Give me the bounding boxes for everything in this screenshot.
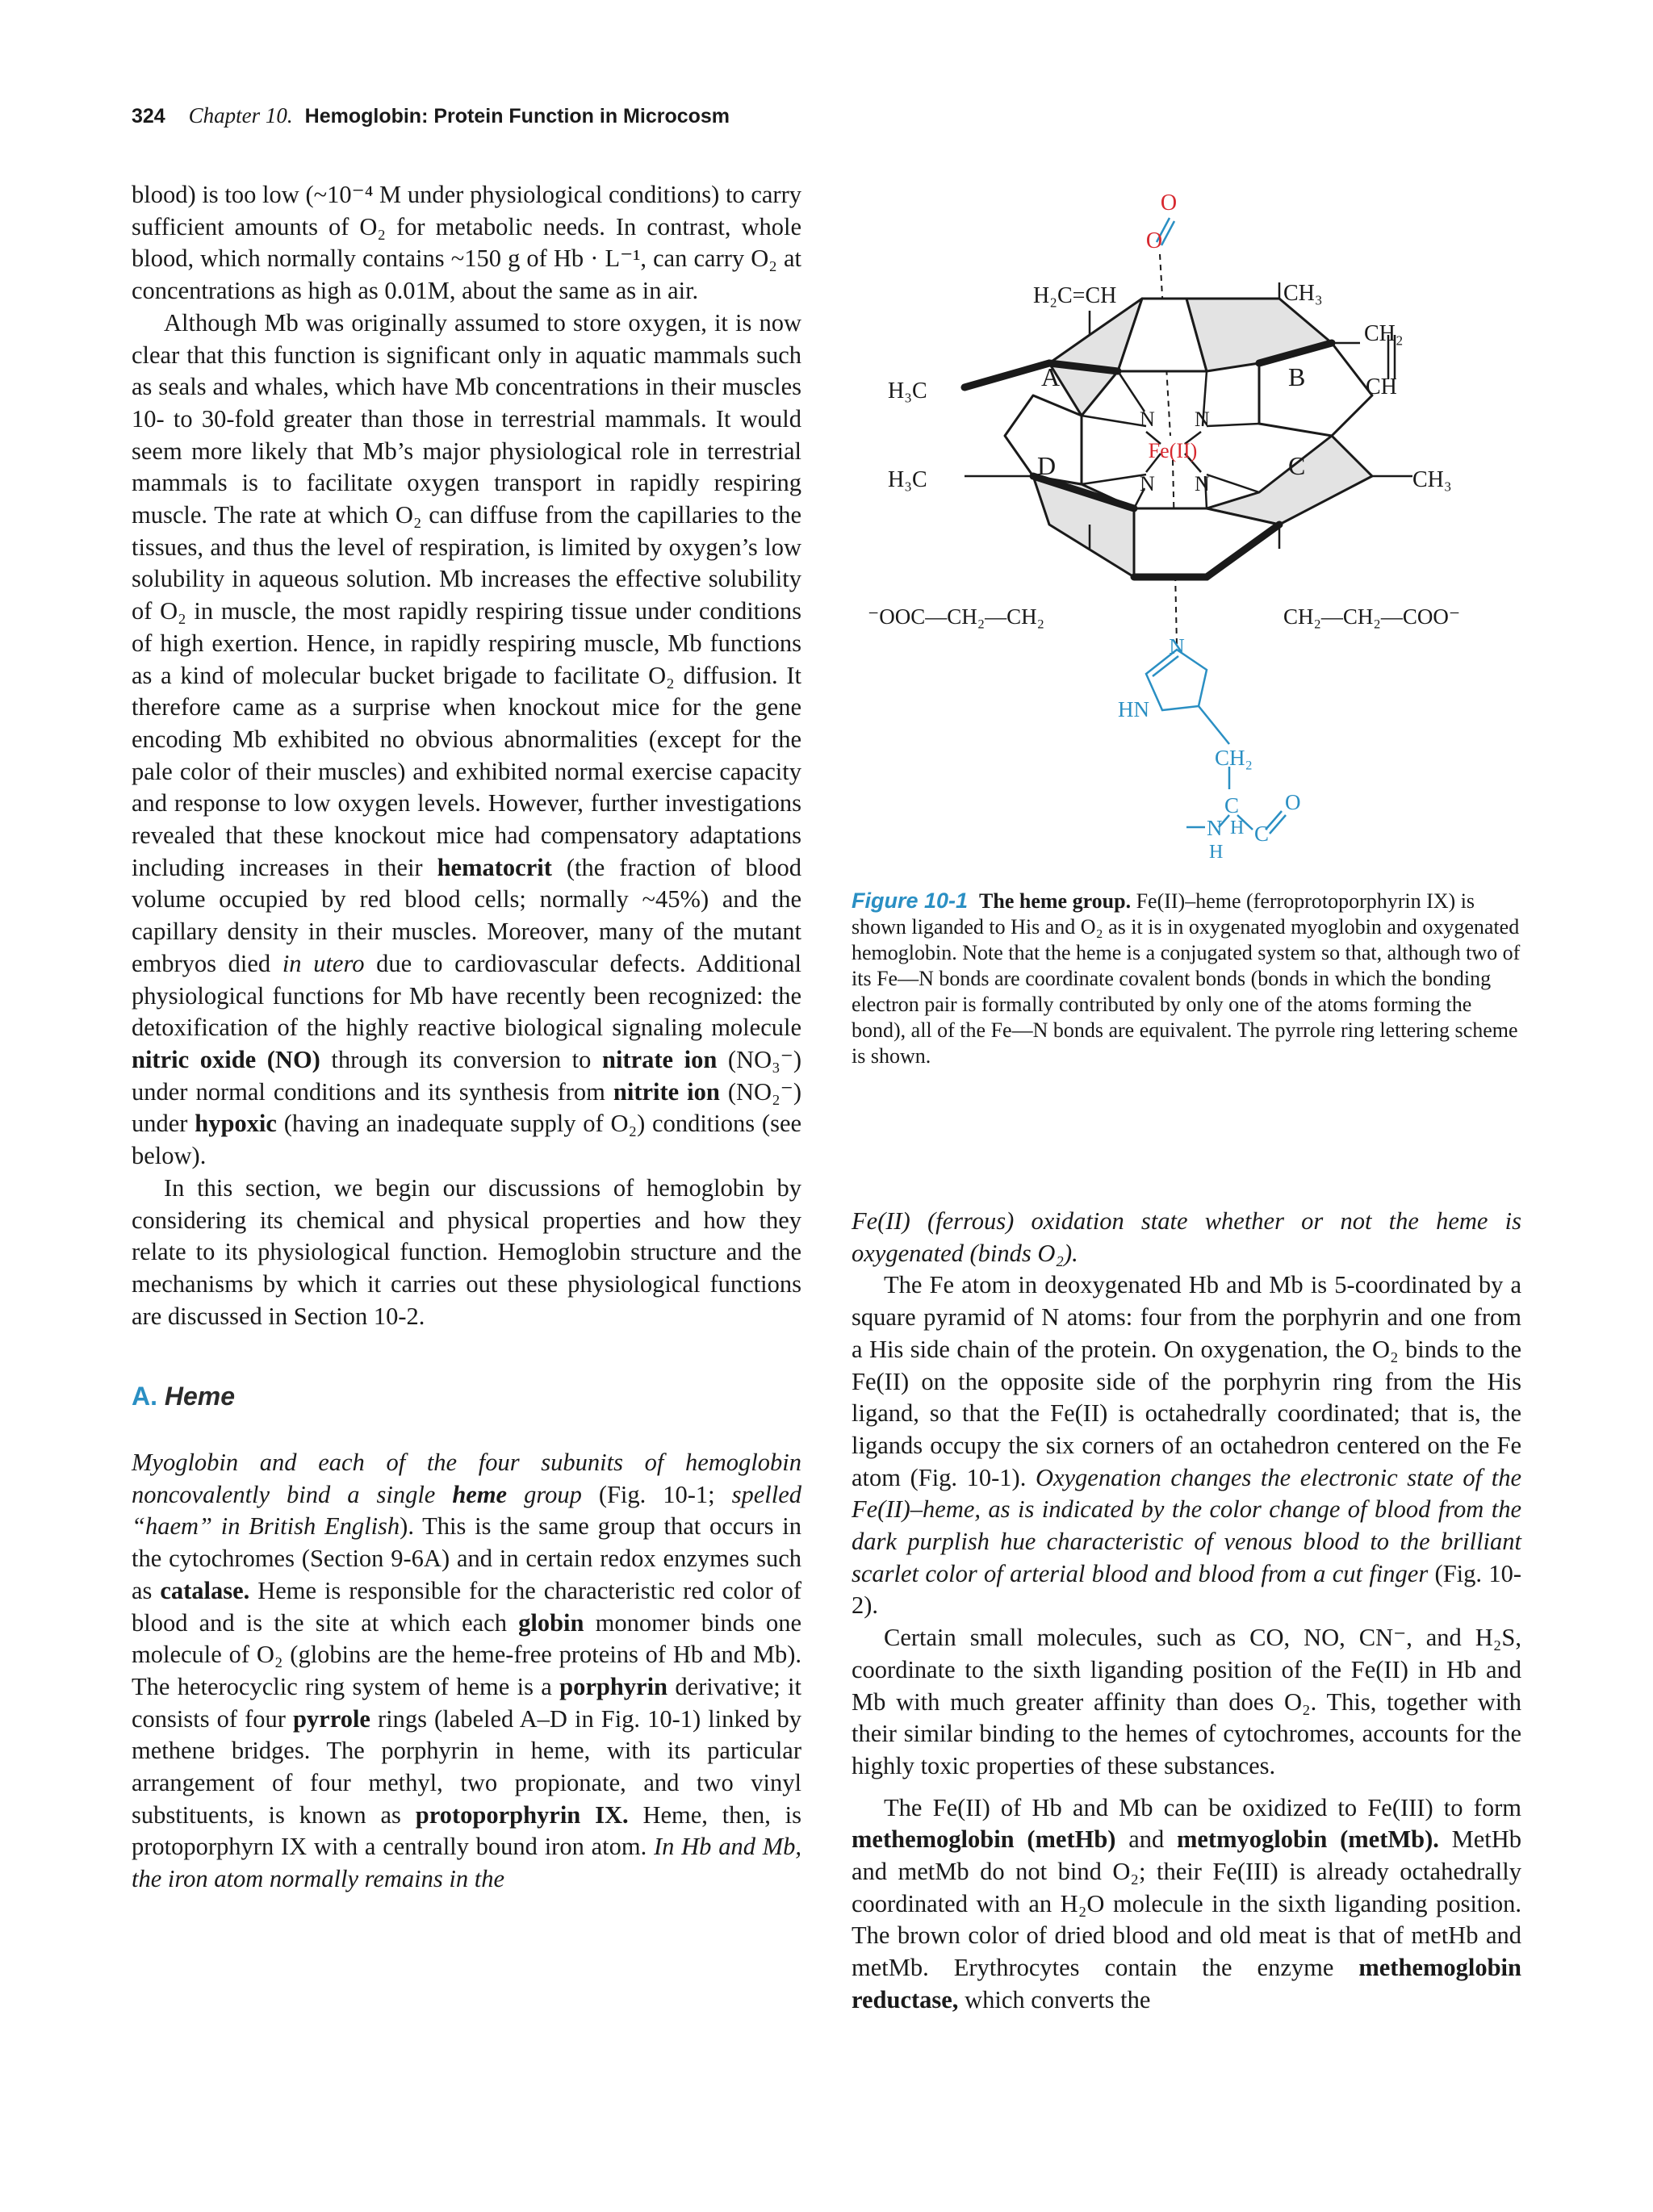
figure-caption [852, 888, 1521, 1069]
term-pyrrole: pyrrole [292, 1704, 370, 1733]
propionate-left: ⁻OOC—CH₂—CH₂ [868, 604, 1045, 629]
term-nitric-oxide: nitric oxide (NO) [132, 1045, 320, 1073]
methyl-group-d: H₃C [888, 467, 927, 492]
term-protoporphyrin: protoporphyrin IX. [415, 1800, 629, 1829]
methyl-group-b: CH₃ [1283, 281, 1323, 306]
nitrogen-a: N [1140, 408, 1155, 431]
paragraph: Certain small molecules, such as CO, NO, CN⁻, and H₂S, coordinate to the sixth liganding position of the Fe(II) in Hb and Mb with much greater affinity than does O₂. This, together with their similar binding to the hemes of cytochromes, accounts for the highly toxic properties of these substances. [852, 1624, 1521, 1779]
histidine-alpha-c: C [1224, 793, 1240, 817]
histidine-ring [1146, 650, 1286, 834]
methyl-group-a: H₃C [888, 378, 927, 404]
term-metmyoglobin: metmyoglobin (metMb). [1176, 1825, 1439, 1854]
nitrogen-b: N [1195, 408, 1210, 431]
page-header [132, 103, 730, 128]
term-nitrite-ion: nitrite ion [613, 1077, 720, 1106]
paragraph: Fe(II) (ferrous) oxidation state whether or not the heme is oxygenated (binds O₂). [852, 1207, 1521, 1267]
term-nitrate-ion: nitrate ion [601, 1045, 718, 1073]
propionate-right: CH₂—CH₂—COO⁻ [1283, 604, 1461, 629]
ring-a-label: A [1041, 362, 1061, 391]
paragraph: The Fe(II) of Hb and Mb can be oxidized to Fe(III) to form methemoglobin (metHb) and metmyoglobin (metMb). MetHb and metMb do not bind O₂; their Fe(III) is already octahedrally coordinated with an H₂O molecule in the sixth liganding position. The brown color of dried blood and old meat is that of metHb and metMb. Erythrocytes contain the enzyme methemoglobin reductase, which converts the [852, 1793, 1522, 2013]
histidine-ch2: CH₂ [1215, 746, 1253, 770]
chapter-number: Chapter 10. [188, 103, 293, 128]
caption-text: Fe(II)–heme (ferroprotoporphyrin IX) is shown liganded to His and O₂ as it is in oxygenated myoglobin and oxygenated hemoglobin. Note that the heme is a conjugated system so that, although two of its Fe—N bonds are coordinate covalent bonds (bonds in which the bonding electron pair is formally contributed by only one of the atoms forming the bond), all of the Fe—N bonds are equivalent. The pyrrole ring lettering scheme is shown. [852, 889, 1521, 1068]
histidine-backbone-h: H [1209, 842, 1224, 863]
o2-oxygen-top: O [1160, 190, 1178, 215]
term-catalase: catalase. [160, 1576, 250, 1604]
methyl-group-c: CH₃ [1412, 467, 1452, 492]
paragraph: blood) is too low (~10⁻⁴ M under physiological conditions) to carry sufficient amounts of O₂ for metabolic needs. In contrast, whole blood, which normally contains ~150 g of Hb · L⁻¹, can carry O₂ at concentrations as high as 0.01M, about the same as in air. [132, 181, 801, 305]
term-porphyrin: porphyrin [559, 1672, 668, 1700]
term-methemoglobin: methemoglobin (metHb) [852, 1825, 1116, 1854]
histidine-carbonyl-c: C [1254, 822, 1270, 846]
page-number: 324 [132, 105, 165, 128]
iron-atom: Fe(II) [1148, 439, 1198, 462]
paragraph: The Fe atom in deoxygenated Hb and Mb is 5-coordinated by a square pyramid of N atoms: four from the porphyrin and one from a His side chain of the protein. On oxygenation, the O₂ binds to the Fe(II) on the opposite side of the porphyrin ring from the His ligand, so that the Fe(II) is octahedrally coordinated; that is, the ligands occupy the six corners of an octahedron centered on the Fe atom (Fig. 10-1). Oxygenation changes the electronic state of the Fe(II)–heme, as is indicated by the color change of blood from the dark purplish hue characteristic of venous blood to the brilliant scarlet color of arterial blood and blood from a cut finger (Fig. 10-2). [852, 1271, 1522, 1620]
term-hematocrit: hematocrit [437, 853, 552, 881]
paragraph: In this section, we begin our discussions of hemoglobin by considering its chemical and physical properties and how they relate to its physiological function. Hemoglobin structure and the mechanisms by which it carries out these physiological functions are discussed in Section 10-2. [132, 1173, 801, 1330]
histidine-n: N [1169, 634, 1185, 659]
term-heme: heme [452, 1480, 508, 1508]
heme-structure-diagram [839, 169, 1534, 880]
histidine-alpha-h: H [1230, 817, 1245, 838]
term-methemoglobin-reductase: methemoglobin reductase, [852, 1954, 1521, 2013]
vinyl-ch2: CH₂ [1364, 321, 1404, 346]
heme-figure [839, 169, 1534, 880]
histidine-backbone-n: N [1207, 816, 1223, 840]
ring-b-label: B [1288, 362, 1306, 391]
ring-d-label: D [1037, 451, 1057, 480]
vinyl-ch: CH [1366, 374, 1397, 399]
left-column [132, 179, 801, 1896]
histidine-carbonyl-o: O [1285, 790, 1301, 814]
paragraph: Myoglobin and each of the four subunits of hemoglobin noncovalently bind a single heme group (Fig. 10-1; spelled “haem” in British English). This is the same group that occurs in the cytochromes (Section 9-6A) and in certain redox enzymes such as catalase. Heme is responsible for the characteristic red color of blood and is the site at which each globin monomer binds one molecule of O₂ (globins are the heme-free proteins of Hb and Mb). The heterocyclic ring system of heme is a porphyrin derivative; it consists of four pyrrole rings (labeled A–D in Fig. 10-1) linked by methene bridges. The porphyrin in heme, with its particular arrangement of four methyl, two propionate, and two vinyl substituents, is known as protoporphyrin IX. Heme, then, is protoporphyrn IX with a centrally bound iron atom. In Hb and Mb, the iron atom normally remains in the [132, 1449, 802, 1893]
chapter-title: Hemoglobin: Protein Function in Microcosm [304, 105, 730, 128]
paragraph: Although Mb was originally assumed to store oxygen, it is now clear that this function is significant only in aquatic mammals such as seals and whales, which have Mb concentrations in their muscles 10- to 30-fold greater than those in terrestrial mammals. It would seem more likely that Mb’s major physiological role in terrestrial mammals is to facilitate oxygen transport in rapidly respiring muscle. The rate at which O₂ can diffuse from the capillaries to the tissues, and thus the level of respiration, is limited by oxygen’s low solubility in aqueous solution. Mb increases the effective solubility of O₂ in muscle, the most rapidly respiring tissue under conditions of high exertion. Hence, in rapidly respiring muscle, Mb functions as a kind of molecular bucket brigade to facilitate O₂ diffusion. It therefore came as a surprise when knockout mice for the gene encoding Mb exhibited no obvious abnormalities (except for the pale color of their muscles) and exhibited normal exercise capacity and response to low oxygen levels. However, further investigations revealed that these knockout mice had compensatory adaptations including increases in their hematocrit (the fraction of blood volume occupied by red blood cells; normally ~45%) and the capillary density in their muscles. Moreover, many of the mutant embryos died in utero due to cardiovascular defects. Additional physiological functions for Mb have recently been recognized: the detoxification of the highly reactive biological signaling molecule nitric oxide (NO) through its conversion to nitrate ion (NO₃⁻) under normal conditions and its synthesis from nitrite ion (NO₂⁻) under hypoxic (having an inadequate supply of O₂) conditions (see below). [132, 308, 802, 1170]
nitrogen-c: N [1195, 472, 1210, 496]
term-hypoxic: hypoxic [195, 1110, 277, 1138]
right-column [852, 1206, 1521, 2017]
nitrogen-d: N [1140, 472, 1155, 496]
ring-c-label: C [1288, 451, 1306, 480]
section-heading: A. Heme [132, 1382, 236, 1411]
o2-oxygen-bottom: O [1145, 228, 1163, 253]
caption-title: The heme group. [979, 889, 1132, 913]
histidine-hn: HN [1118, 697, 1149, 721]
porphyrin-ring [1005, 299, 1372, 577]
term-globin: globin [518, 1608, 584, 1637]
figure-label: Figure 10-1 [852, 889, 969, 913]
vinyl-group-a: H₂C=CH [1033, 283, 1117, 308]
